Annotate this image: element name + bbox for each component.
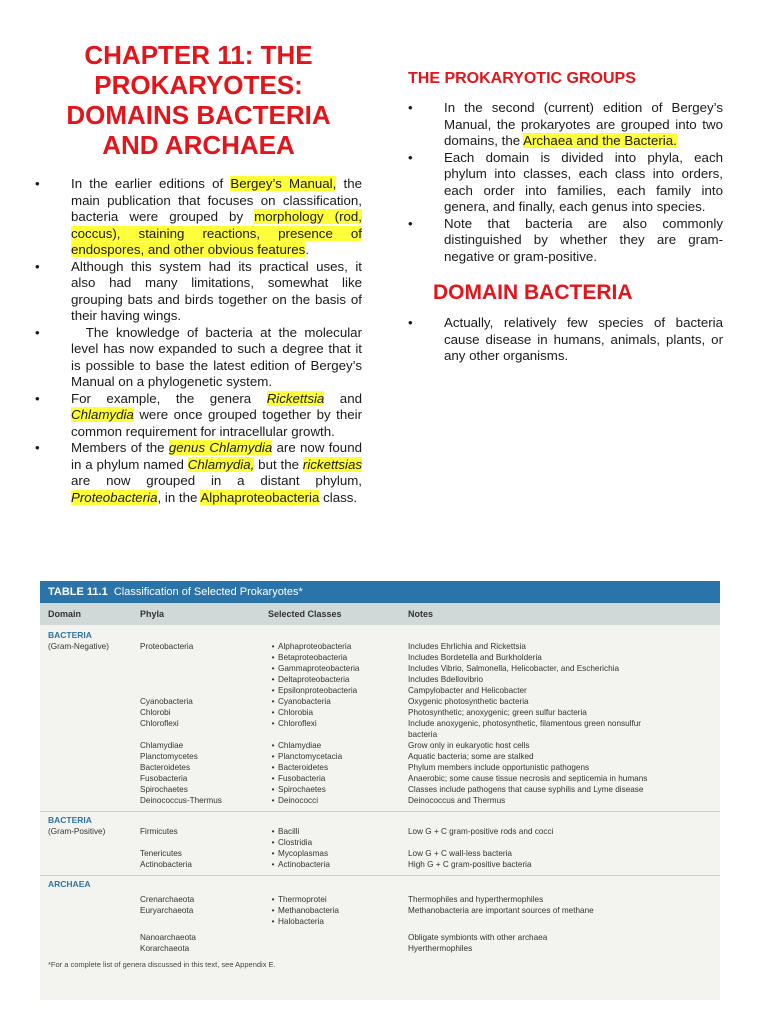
bullet-icon: • [271,719,275,728]
bullet-icon: • [35,324,40,340]
title-line: DOMAINS BACTERIA [66,100,331,130]
bullet-item: • The knowledge of bacteria at the molecular level has now expanded to such a degree that it is possible to base the latest edition of Bergey’s Manual on a phylogenetic system. [35,324,366,389]
column-header-notes: Notes [408,609,434,619]
highlight: Chlamydia [71,407,134,422]
table-row: • Halobacteria [40,916,720,927]
domain-bullet-list [408,315,723,365]
bullet-icon: • [408,100,413,115]
table-row: • Epsilonproteobacteria Campylobacter and Helicobacter [40,685,720,696]
highlight: Archaea and the Bacteria. [523,133,677,148]
table-footnote: *For a complete list of genera discussed in this text, see Appendix E. [48,960,276,969]
bullet-icon: • [271,752,275,761]
highlight: rickettsias [302,456,363,472]
bullet-icon: • [271,796,275,805]
table-row: (Gram-Positive) Firmicutes • Bacilli Low G + C gram-positive rods and cocci [48,827,554,836]
chapter-title [35,40,362,160]
bullet-icon: • [271,774,275,783]
bullet-icon: • [271,653,275,662]
bullet-item: • In the second (current) edition of Bergey’s Manual, the prokaryotes are grouped into two domains, the Archaea and the Bacteria. [408,100,723,148]
bullet-icon: • [271,697,275,706]
highlight: Chlamydia, [187,456,255,472]
bullet-item: • In the earlier editions of Bergey’s Manual, the main publication that focuses on classification, bacteria were grouped by morphology (rod, coccus), staining reactions, presence of endospores, and other obvious features. [35,176,362,257]
table-row: Euryarchaeota • Methanobacteria Methanobacteria are important sources of methane [140,906,594,915]
bullet-item: • Each domain is divided into phyla, each phylum into classes, each class into orders, each order into families, each family into genera, and finally, each genus into species. [408,149,723,214]
bullet-icon: • [271,860,275,869]
table-row: • Betaproteobacteria Includes Bordetella and Burkholderia [40,652,720,663]
highlight: Rickettsia [266,390,325,406]
bullet-icon: • [271,675,275,684]
bullet-icon: • [271,785,275,794]
bullet-icon: • [35,440,40,455]
table-row: Nanoarchaeota Obligate symbionts with other archaea [140,933,548,942]
right-column [408,70,723,365]
bullet-icon: • [271,827,275,836]
bullet-icon: • [271,708,275,717]
bullet-icon: • [35,258,40,274]
divider [40,875,720,876]
table-row: Bacteroidetes • Bacteroidetes Phylum members include opportunistic pathogens [140,763,590,772]
highlight: Alphaproteobacteria [200,489,320,505]
table-row: • Clostridia [40,837,720,848]
table-title: TABLE 11.1 Classification of Selected Prokaryotes* [40,581,720,603]
table-row: Tenericutes • Mycoplasmas Low G + C wall-less bacteria [140,849,512,858]
bullet-icon: • [271,849,275,858]
highlight: morphology (rod, coccus), staining reactions, presence of endospores, and other obvious features [71,209,362,257]
bullet-icon: • [271,906,275,915]
table-row: • Gammaproteobacteria Includes Vibrio, Salmonella, Helicobacter, and Escherichia [40,663,720,674]
bullet-icon: • [271,763,275,772]
table-row: Spirochaetes • Spirochaetes Classes include pathogens that cause syphilis and Lyme disease [140,785,644,794]
table-row: Crenarchaeota • Thermoprotei Thermophiles and hyperthermophiles [140,895,544,904]
table-row: Fusobacteria • Fusobacteria Anaerobic; some cause tissue necrosis and septicemia in humans [140,774,648,783]
section-label: BACTERIA [48,815,92,825]
table-header-row [40,603,720,625]
bullet-icon: • [271,838,275,847]
left-bullet-list [35,176,366,506]
bullet-icon: • [271,741,275,750]
bullet-icon: • [271,917,275,926]
title-line: AND ARCHAEA [102,130,295,160]
bullet-item: • Actually, relatively few species of bacteria cause disease in humans, animals, plants, or any other organisms. [408,315,723,363]
domain-bacteria-heading: DOMAIN BACTERIA [433,281,633,304]
bullet-icon: • [408,315,413,330]
column-header-phyla: Phyla [140,609,165,619]
title-line: PROKARYOTES: [94,70,303,100]
section-label: ARCHAEA [48,879,91,889]
bullet-icon: • [271,642,275,651]
table-row: Korarchaeota Hyerthermophiles [140,944,473,953]
bullet-item: • Although this system had its practical uses, it also had many limitations, somewhat like grouping bats and birds together on the basis of their having wings. [35,258,362,323]
bullet-item: • For example, the genera Rickettsia and Chlamydia were once grouped together by their common requirement for intracellular growth. [35,390,362,439]
bullet-icon: • [271,664,275,673]
highlight: genus Chlamydia [168,440,273,455]
divider [40,811,720,812]
title-line: CHAPTER 11: THE [84,40,313,70]
table-row: Actinobacteria • Actinobacteria High G + C gram-positive bacteria [140,860,532,869]
classification-table [40,581,720,1000]
table-row: Deinococcus-Thermus • Deinococci Deinococcus and Thermus [140,796,506,805]
bullet-icon: • [271,686,275,695]
bullet-icon: • [35,176,40,191]
table-row: • Deltaproteobacteria Includes Bdellovibrio [40,674,720,685]
bullet-icon: • [408,149,413,165]
right-bullet-list [408,100,723,265]
column-header-domain: Domain [48,609,82,619]
table-row: Chlamydiae • Chlamydiae Grow only in eukaryotic host cells [140,741,530,750]
highlight: Proteobacteria [71,489,158,505]
table-row: (Gram-Negative) Proteobacteria • Alphaproteobacteria Includes Ehrlichia and Rickettsia [48,642,526,651]
bullet-icon: • [408,215,413,231]
table-row: Planctomycetes • Planctomycetacia Aquatic bacteria; some are stalked [140,752,534,761]
table-row: Chlorobi • Chlorobia Photosynthetic; anoxygenic; green sulfur bacteria [140,708,587,717]
bullet-icon: • [35,390,40,406]
bullet-icon: • [271,895,275,904]
bullet-item: • Members of the genus Chlamydia are now found in a phylum named Chlamydia, but the rickettsias are now grouped in a distant phylum, Proteobacteria, in the Alphaproteobacteria class. [35,440,363,505]
table-row: Cyanobacteria • Cyanobacteria Oxygenic photosynthetic bacteria [140,697,529,706]
prokaryotic-groups-heading: THE PROKARYOTIC GROUPS [408,70,636,87]
table-body [40,625,720,969]
bullet-item: • Note that bacteria are also commonly distinguished by whether they are gram-negative or gram-positive. [408,215,723,264]
highlight: Bergey’s Manual, [230,176,337,191]
column-header-classes: Selected Classes [268,609,342,619]
left-column [35,40,366,506]
section-label: BACTERIA [48,630,92,640]
table-row: Chloroflexi • Chloroflexi Include anoxygenic, photosynthetic, filamentous green nonsulfur bacteria [140,719,642,739]
